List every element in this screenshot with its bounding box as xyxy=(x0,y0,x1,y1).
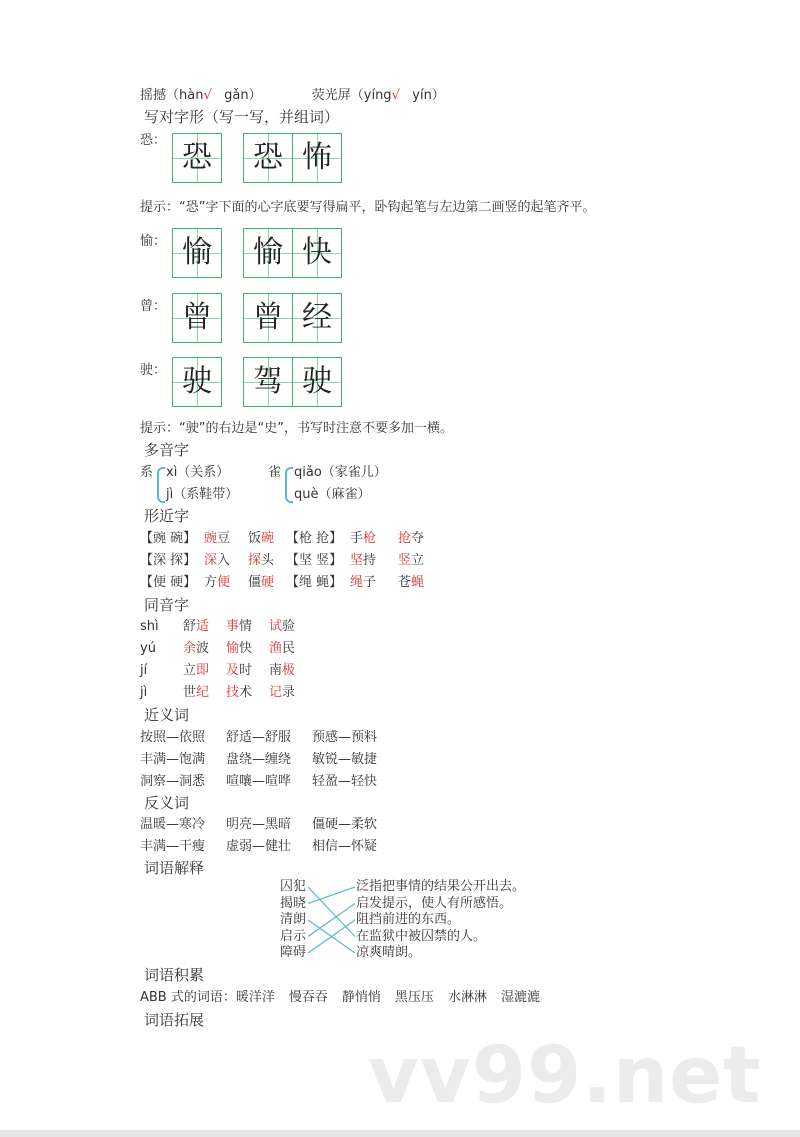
homo-word xyxy=(183,685,209,701)
bracket-pair: 【深 探】 xyxy=(140,553,197,568)
char-cell xyxy=(292,358,341,406)
highlight-char: 及 xyxy=(226,663,240,678)
similar-item xyxy=(140,575,196,591)
section-heading: 形近字 xyxy=(144,507,190,525)
abb-word: 暖洋洋 xyxy=(235,990,275,1005)
abb-word: 静悄悄 xyxy=(341,990,381,1005)
plain-char: 手 xyxy=(350,531,364,546)
bracket-pair: 【坚 竖】 xyxy=(286,553,343,568)
syn-pair: 洞察—洞悉 xyxy=(140,774,206,789)
ant-pair: 明亮—黑暗 xyxy=(226,817,292,832)
highlight-char: 纪 xyxy=(196,685,210,700)
similar-item xyxy=(286,575,342,591)
term: 揭晓 xyxy=(280,895,307,911)
char-cell xyxy=(173,358,221,406)
bracket-pair: 【豌 碗】 xyxy=(140,531,197,546)
homo-pinyin: shì xyxy=(140,619,159,634)
similar-item xyxy=(248,531,274,547)
plain-char: 快 xyxy=(239,641,253,656)
homo-word xyxy=(183,619,209,635)
plain-char: 豆 xyxy=(217,531,231,546)
char-label: 愉： xyxy=(140,234,167,249)
char-grid-single xyxy=(172,357,222,407)
plain-char: 饭 xyxy=(248,531,262,546)
check-mark-icon: √ xyxy=(391,88,400,103)
char-cell xyxy=(173,294,221,342)
highlight-char: 适 xyxy=(196,619,210,634)
highlight-char: 试 xyxy=(269,619,283,634)
abb-word: 湿漉漉 xyxy=(500,990,540,1005)
section-heading: 词语拓展 xyxy=(144,1011,205,1029)
char: 驶 xyxy=(302,364,332,399)
char: 愉 xyxy=(182,235,212,270)
plain-char: 方 xyxy=(204,575,218,590)
word xyxy=(350,553,376,568)
section-heading: 近义词 xyxy=(144,706,190,724)
poly-reading: qiǎo（家雀儿） xyxy=(294,465,387,480)
highlight-char: 蝇 xyxy=(411,575,425,590)
homo-pinyin: jí xyxy=(140,663,148,678)
definition: 凉爽晴朗。 xyxy=(356,945,422,960)
similar-item xyxy=(350,553,376,569)
char-cell xyxy=(292,134,341,182)
highlight-char: 探 xyxy=(248,553,262,568)
char-cell xyxy=(173,229,221,277)
bracket-pair: 【枪 抢】 xyxy=(286,531,343,546)
ant-pair: 温暖—寒冷 xyxy=(140,817,206,832)
syn-pair: 敏锐—敏捷 xyxy=(312,752,378,767)
word xyxy=(269,619,295,634)
homo-word xyxy=(269,619,295,635)
bracket-pair: 【绳 蝇】 xyxy=(286,575,343,590)
abb-word: 水淋淋 xyxy=(447,990,487,1005)
section-heading: 同音字 xyxy=(144,596,190,614)
word xyxy=(183,685,209,700)
char-cell xyxy=(292,294,341,342)
word xyxy=(269,685,295,700)
char: 经 xyxy=(302,300,332,335)
highlight-char: 渔 xyxy=(269,641,283,656)
term: 清朗 xyxy=(280,912,307,927)
term: 启示 xyxy=(280,928,307,944)
char-cell xyxy=(244,294,292,342)
similar-item xyxy=(398,553,424,569)
abb-word: 慢吞吞 xyxy=(288,990,328,1005)
char-cell xyxy=(244,358,292,406)
homo-word xyxy=(269,663,295,679)
pinyin-word-2: 荧光屏（yíng xyxy=(311,88,392,103)
highlight-char: 碗 xyxy=(261,531,275,546)
ant-pair: 虚弱—健壮 xyxy=(226,839,292,854)
homo-pinyin: jì xyxy=(140,685,148,700)
word xyxy=(204,575,230,590)
section-heading: 写对字形（写一写，并组词） xyxy=(144,108,340,126)
plain-char: 苍 xyxy=(398,575,412,590)
word xyxy=(226,619,252,634)
definition: 在监狱中被囚禁的人。 xyxy=(356,928,487,944)
word xyxy=(398,553,424,568)
definition: 阻挡前进的东西。 xyxy=(356,912,461,927)
plain-char: 立 xyxy=(183,663,197,678)
highlight-char: 枪 xyxy=(363,531,377,546)
ant-pair: 相信—怀疑 xyxy=(312,839,378,854)
ant-pair: 丰满—干瘦 xyxy=(140,839,206,854)
similar-item xyxy=(248,553,274,569)
plain-char: 世 xyxy=(183,685,197,700)
syn-pair: 喧嚷—喧哗 xyxy=(226,774,292,789)
syn-pair: 舒适—舒服 xyxy=(226,730,292,745)
watermark: vv99.net xyxy=(368,1031,762,1121)
highlight-char: 深 xyxy=(204,553,218,568)
word xyxy=(183,663,209,678)
char-grid-pair xyxy=(243,357,342,407)
char: 驾 xyxy=(253,364,283,399)
word xyxy=(350,531,376,546)
syn-pair: 预感—预料 xyxy=(312,730,378,745)
pinyin-alt-2: yín） xyxy=(412,88,445,103)
char-cell xyxy=(173,134,221,182)
char-label: 恐： xyxy=(140,133,167,148)
poly-char: 雀 xyxy=(268,465,282,480)
char: 怖 xyxy=(302,140,332,175)
highlight-char: 硬 xyxy=(261,575,275,590)
char-label: 驶： xyxy=(140,363,167,378)
plain-char: 民 xyxy=(282,641,296,656)
plain-char: 持 xyxy=(363,553,377,568)
highlight-char: 愉 xyxy=(226,641,240,656)
bracket-pair: 【便 硬】 xyxy=(140,575,197,590)
word xyxy=(269,641,295,656)
similar-item xyxy=(204,553,230,569)
check-mark-icon: √ xyxy=(203,88,212,103)
poly-reading: què（麻雀） xyxy=(294,487,371,502)
highlight-char: 余 xyxy=(183,641,197,656)
word xyxy=(183,641,209,656)
word xyxy=(183,619,209,634)
highlight-char: 绳 xyxy=(350,575,364,590)
highlight-char: 便 xyxy=(217,575,231,590)
similar-item xyxy=(204,575,230,591)
match-line xyxy=(308,887,355,937)
char-grid-pair xyxy=(243,228,342,278)
brace-icon xyxy=(285,467,293,503)
plain-char: 验 xyxy=(282,619,296,634)
word xyxy=(140,553,196,568)
abb-line xyxy=(140,990,554,1006)
char-grid-single xyxy=(172,133,222,183)
similar-item xyxy=(140,531,196,547)
char-grid-pair xyxy=(243,133,342,183)
pinyin-word-1: 摇撼（hàn xyxy=(140,88,204,103)
match-line xyxy=(308,904,355,937)
definition: 启发提示，使人有所感悟。 xyxy=(356,895,513,911)
similar-item xyxy=(286,553,342,569)
word xyxy=(248,553,274,568)
char: 恐 xyxy=(182,140,212,175)
char-grid-single xyxy=(172,228,222,278)
highlight-char: 坚 xyxy=(350,553,364,568)
plain-char: 术 xyxy=(239,685,253,700)
char-cell xyxy=(244,134,292,182)
abb-label: ABB 式的词语： xyxy=(140,990,236,1005)
plain-char: 头 xyxy=(261,553,275,568)
abb-words xyxy=(236,990,554,1005)
plain-char: 南 xyxy=(269,663,283,678)
homo-word xyxy=(183,641,209,657)
word xyxy=(398,575,424,590)
poly-reading: xì（关系） xyxy=(166,465,230,480)
similar-item xyxy=(140,553,196,569)
similar-item xyxy=(350,575,376,591)
char: 快 xyxy=(302,235,332,270)
char-cell xyxy=(292,229,341,277)
similar-item xyxy=(398,575,424,591)
highlight-char: 技 xyxy=(226,685,240,700)
term: 囚犯 xyxy=(280,879,307,894)
poly-reading: jì（系鞋带） xyxy=(166,487,239,502)
plain-char: 波 xyxy=(196,641,210,656)
highlight-char: 竖 xyxy=(398,553,412,568)
highlight-char: 豌 xyxy=(204,531,218,546)
section-heading: 词语解释 xyxy=(144,859,205,877)
similar-item xyxy=(248,575,274,591)
homo-word xyxy=(226,685,252,701)
section-heading: 词语积累 xyxy=(144,966,205,984)
abb-word: 黑压压 xyxy=(394,990,434,1005)
char-grid-single xyxy=(172,293,222,343)
homo-word xyxy=(226,663,252,679)
section-heading: 反义词 xyxy=(144,794,190,812)
word xyxy=(140,575,196,590)
plain-char: 舒 xyxy=(183,619,197,634)
highlight-char: 抢 xyxy=(398,531,412,546)
definition: 泛指把事情的结果公开出去。 xyxy=(356,879,526,894)
tip-text: 提示：“驶”的右边是“史”，书写时注意不要多加一横。 xyxy=(140,421,453,436)
word xyxy=(286,553,342,568)
plain-char: 夺 xyxy=(411,531,425,546)
tip-text: 提示：“恐”字下面的心字底要写得扁平，卧钩起笔与左边第二画竖的起笔齐平。 xyxy=(140,200,596,215)
homo-word xyxy=(183,663,209,679)
syn-pair: 丰满—饱满 xyxy=(140,752,206,767)
syn-pair: 轻盈—轻快 xyxy=(312,774,378,789)
char: 驶 xyxy=(182,364,212,399)
homo-word xyxy=(226,619,252,635)
homo-word xyxy=(269,685,295,701)
char-cell xyxy=(244,229,292,277)
char: 曾 xyxy=(253,300,283,335)
word xyxy=(398,531,424,546)
plain-char: 子 xyxy=(363,575,377,590)
highlight-char: 即 xyxy=(196,663,210,678)
syn-pair: 盘绕—缠绕 xyxy=(226,752,292,767)
poly-char: 系 xyxy=(140,465,154,480)
char: 恐 xyxy=(253,140,283,175)
brace-icon xyxy=(157,467,165,503)
highlight-char: 极 xyxy=(282,663,296,678)
highlight-char: 事 xyxy=(226,619,240,634)
plain-char: 录 xyxy=(282,685,296,700)
section-heading: 多音字 xyxy=(144,441,190,459)
homo-word xyxy=(226,641,252,657)
word xyxy=(248,575,274,590)
plain-char: 僵 xyxy=(248,575,262,590)
plain-char: 时 xyxy=(239,663,253,678)
similar-item xyxy=(350,531,376,547)
word xyxy=(140,531,196,546)
pinyin-alt-1: gǎn） xyxy=(224,88,262,103)
similar-item xyxy=(286,531,342,547)
char: 曾 xyxy=(182,300,212,335)
plain-char: 情 xyxy=(239,619,253,634)
word xyxy=(269,663,295,678)
plain-char: 立 xyxy=(411,553,425,568)
char: 愉 xyxy=(253,235,283,270)
word xyxy=(350,575,376,590)
highlight-char: 记 xyxy=(269,685,283,700)
word xyxy=(286,531,342,546)
word xyxy=(226,641,252,656)
term: 障碍 xyxy=(280,945,307,960)
similar-item xyxy=(398,531,424,547)
word xyxy=(248,531,274,546)
syn-pair: 按照—依照 xyxy=(140,730,206,745)
char-grid-pair xyxy=(243,293,342,343)
homo-pinyin: yú xyxy=(140,641,156,656)
similar-item xyxy=(204,531,230,547)
word xyxy=(226,685,252,700)
plain-char: 入 xyxy=(217,553,231,568)
word xyxy=(204,553,230,568)
word xyxy=(226,663,252,678)
page-bottom-edge xyxy=(0,1130,800,1137)
homo-word xyxy=(269,641,295,657)
word xyxy=(204,531,230,546)
word xyxy=(286,575,342,590)
ant-pair: 僵硬—柔软 xyxy=(312,817,378,832)
char-label: 曾： xyxy=(140,299,167,314)
